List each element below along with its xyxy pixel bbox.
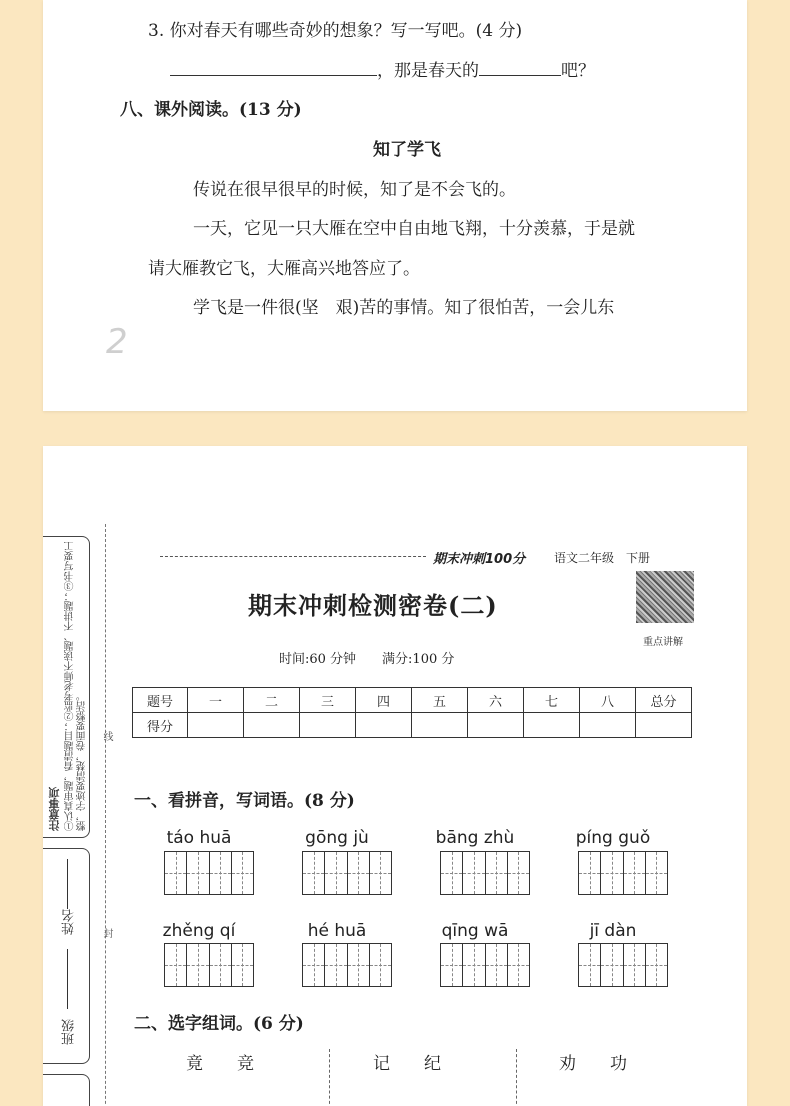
char-pair-2: 记 纪: [373, 1054, 441, 1074]
table-cell: 五: [412, 688, 468, 713]
writing-grid[interactable]: [440, 851, 530, 895]
fill-text-end: 吧？: [561, 61, 595, 81]
pinyin-label: píng guǒ: [575, 828, 651, 848]
fill-in-line: [170, 60, 595, 82]
previous-page-sheet: [43, 0, 747, 411]
table-cell: 八: [580, 688, 636, 713]
writing-grid[interactable]: [578, 943, 668, 987]
story-title: 知了学飞: [373, 140, 441, 160]
answer-blank-2[interactable]: [479, 61, 561, 76]
table-cell: 得分: [133, 713, 188, 738]
table-cell: 四: [356, 688, 412, 713]
binding-dashed-line: [105, 524, 106, 1106]
class-blank[interactable]: [67, 949, 68, 1009]
section-8-heading: 八、课外阅读。(13 分): [120, 100, 302, 120]
id-box: [43, 1074, 90, 1106]
section-1-heading: 一、看拼音，写词语。(8 分): [134, 791, 355, 811]
score-table: [132, 687, 692, 738]
student-info-box: [43, 848, 90, 1064]
writing-grid[interactable]: [302, 851, 392, 895]
char-pair-1: 竟 竞: [186, 1054, 254, 1074]
story-paragraph-2b: 请大雁教它飞，大雁高兴地答应了。: [148, 259, 420, 279]
table-cell: 七: [524, 688, 580, 713]
subject-label: 语文二年级 下册: [554, 551, 651, 565]
notes-text: ①认真审题，看清题目；②监考老师不读题、不讲题；③书写要工整，字迹要清楚，卷面要整洁。: [65, 541, 88, 831]
char-pair-3: 劝 功: [559, 1054, 627, 1074]
binding-mark-xian: 线: [101, 731, 112, 741]
table-cell: 总分: [636, 688, 692, 713]
qr-code-icon[interactable]: [636, 571, 694, 623]
table-cell: 六: [468, 688, 524, 713]
score-cell[interactable]: [244, 713, 300, 738]
score-cell[interactable]: [300, 713, 356, 738]
score-cell[interactable]: [468, 713, 524, 738]
brand-logo: 期末冲刺100分: [433, 552, 526, 567]
name-label: 姓名: [62, 909, 77, 935]
exam-meta: 时间:60 分钟 满分:100 分: [279, 652, 455, 667]
story-paragraph-2a: 一天，它见一只大雁在空中自由地飞翔，十分羡慕，于是就: [193, 219, 635, 239]
writing-grid[interactable]: [578, 851, 668, 895]
section-2-heading: 二、选字组词。(6 分): [134, 1014, 304, 1034]
writing-grid[interactable]: [440, 943, 530, 987]
fill-text-mid: ，那是春天的: [377, 61, 479, 81]
score-cell[interactable]: [188, 713, 244, 738]
question-3: 3. 你对春天有哪些奇妙的想象？写一写吧。(4 分): [148, 21, 523, 41]
score-cell[interactable]: [412, 713, 468, 738]
table-cell: 一: [188, 688, 244, 713]
answer-blank-1[interactable]: [170, 61, 377, 76]
pinyin-label: jī dàn: [589, 921, 637, 941]
score-cell[interactable]: [524, 713, 580, 738]
page-number: 2: [106, 322, 128, 362]
score-cell[interactable]: [356, 713, 412, 738]
score-cell[interactable]: [636, 713, 692, 738]
column-divider: [516, 1049, 517, 1106]
page-title: 期末冲刺检测密卷(二): [248, 591, 498, 620]
table-cell: 二: [244, 688, 300, 713]
score-cell[interactable]: [580, 713, 636, 738]
name-blank[interactable]: [67, 859, 68, 909]
qr-caption: 重点讲解: [643, 637, 683, 648]
pinyin-label: táo huā: [166, 828, 232, 848]
notes-label: 注意事项: [48, 787, 61, 831]
table-cell: 题号: [133, 688, 188, 713]
score-value-row: [133, 713, 692, 738]
story-paragraph-1: 传说在很早很早的时候，知了是不会飞的。: [193, 180, 516, 200]
writing-grid[interactable]: [164, 943, 254, 987]
pinyin-label: hé huā: [307, 921, 367, 941]
story-paragraph-3: 学飞是一件很(坚 艰)苦的事情。知了很怕苦，一会儿东: [193, 298, 615, 318]
writing-grid[interactable]: [302, 943, 392, 987]
column-divider: [329, 1049, 330, 1106]
notes-box: [43, 536, 90, 838]
writing-grid[interactable]: [164, 851, 254, 895]
pinyin-label: bāng zhù: [435, 828, 515, 848]
pinyin-label: zhěng qí: [162, 921, 236, 941]
header-dashed-rule: [160, 556, 426, 557]
binding-mark-feng: 封: [101, 928, 112, 938]
pinyin-label: gōng jù: [305, 828, 369, 848]
pinyin-label: qīng wā: [441, 921, 509, 941]
class-label: 班级: [62, 1019, 77, 1045]
table-cell: 三: [300, 688, 356, 713]
score-header-row: [133, 688, 692, 713]
exam-sheet: [43, 446, 747, 1106]
